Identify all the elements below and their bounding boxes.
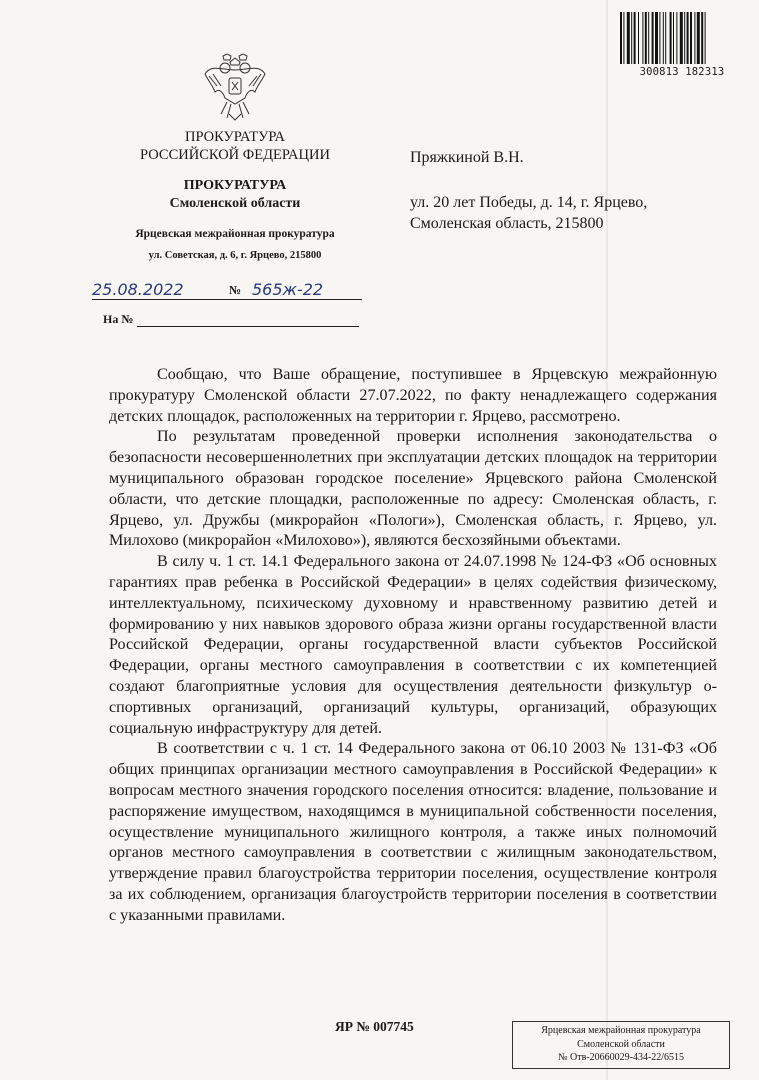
barcode-bar [655,12,658,64]
barcode-bars [618,12,746,64]
stamp-line-2: Смоленской области [577,1038,665,1050]
recipient-address-line-1: ул. 20 лет Победы, д. 14, г. Ярцево, [410,194,648,211]
sender-address: ул. Советская, д. 6, г. Ярцево, 215800 [148,250,322,261]
reference-label: На № [103,312,134,326]
sender-branch: Ярцевская межрайонная прокуратура [135,228,335,240]
barcode-bar [631,12,632,64]
barcode-bar [645,12,647,64]
registration-number: 565ж-22 [252,280,324,299]
stamp-line-3: № Отв-20660029-434-22/6515 [557,1052,685,1063]
recipient-block [410,147,647,234]
barcode-bar [665,12,666,64]
barcode-bar [697,12,700,64]
barcode-bar [676,12,677,64]
barcode-bar [648,12,649,64]
paragraph: По результатам проведенной проверки исполнения законодательства о безопасности несовершеннолетних при эксплуатации детских площадок на территории муниципального образован городское поселение» Ярцевского района Смоленской области, что детские площадки, расположенные по адресу: Смоленская область, г. Ярцево, ул. Дружбы (микрорайон «Пологи»), Смоленская область, г. Ярцево, ул. Милохово (микрорайон «Милохово»), являются бесхозяйными объектами. [109,428,717,550]
barcode-bar [705,12,706,64]
barcode-bar [694,12,695,64]
barcode-bar [684,12,685,64]
registration-date: 25.08.2022 [92,280,184,299]
barcode-bar [642,12,643,64]
sender-org-line-2: Смоленской области [169,196,301,211]
barcode-bar [663,12,664,64]
barcode-bar [634,12,636,64]
coat-of-arms-icon [203,52,267,124]
barcode-bar [687,12,689,64]
recipient-name: Пряжкиной В.Н. [410,149,524,166]
registration-underline [92,299,362,300]
registration-stamp [512,1021,730,1069]
barcode-bar [627,12,630,64]
barcode-bar [620,12,622,64]
footer-code: ЯР № 007745 [335,1019,414,1034]
barcode-bar [680,12,683,64]
barcode-bar [701,12,703,64]
sender-line-2: РОССИЙСКОЙ ФЕДЕРАЦИИ [140,147,330,163]
registration-line [92,280,362,302]
letter-body [109,365,717,927]
reference-line [103,312,359,327]
reference-blank [137,314,359,327]
barcode-bar [659,12,660,64]
paragraph: В соответствии с ч. 1 ст. 14 Федерального закона от 06.10 2003 № 131-ФЗ «Об общих принципах организации местного самоуправления в Российской Федерации» к вопросам местного значения городского поселения относится: владение, пользование и распоряжение имуществом, находящимся в муниципальной собственности поселения, осуществление муниципального жилищного контроля, а также иных полномочий органов местного самоуправления в соответствии с жилищным законодательством, утверждение правил благоустройства территории поселения, осуществление контроля за их соблюдением, организация благоустройств территории поселения в соответствии с указанными правилами. [109,740,717,924]
barcode-bar [652,12,654,64]
barcode-bar [638,12,639,64]
barcode-number: 300813 182313 [639,66,725,78]
stamp-line-1: Ярцевская межрайонная прокуратура [541,1025,701,1036]
recipient-address-line-2: Смоленская область, 215800 [410,215,604,232]
barcode-bar [690,12,692,64]
paragraph: Сообщаю, что Ваше обращение, поступившее в Ярцевскую межрайонную прокуратуру Смоленской области 27.07.2022, по факту ненадлежащего содержания детских площадок, расположенных на территории г. Ярцево, рассмотрено. [109,366,717,425]
sender-org-line-1: ПРОКУРАТУРА [183,178,287,193]
registration-number-sign: № [229,283,242,297]
barcode [618,12,746,78]
sender-block [100,128,370,263]
barcode-bar [623,12,624,64]
barcode-bar [670,12,672,64]
barcode-bar [673,12,674,64]
paragraph: В силу ч. 1 ст. 14.1 Федерального закона от 24.07.1998 № 124-ФЗ «Об основных гарантиях прав ребенка в Российской Федерации» в целях содействия физическому, интеллектуальному, психическому духовному и нравственному развитию детей и формированию у них навыков здорового образа жизни органы государственной власти Российской Федерации, органы государственной власти субъектов Российской Федерации, органы местного самоуправления в соответствии с их компетенцией создают благоприятные условия для осуществления деятельности физкультур о-спортивных организаций, организаций культуры, организаций, образующих социальную инфраструктуру для детей. [109,553,717,737]
sender-line-1: ПРОКУРАТУРА [184,129,286,145]
